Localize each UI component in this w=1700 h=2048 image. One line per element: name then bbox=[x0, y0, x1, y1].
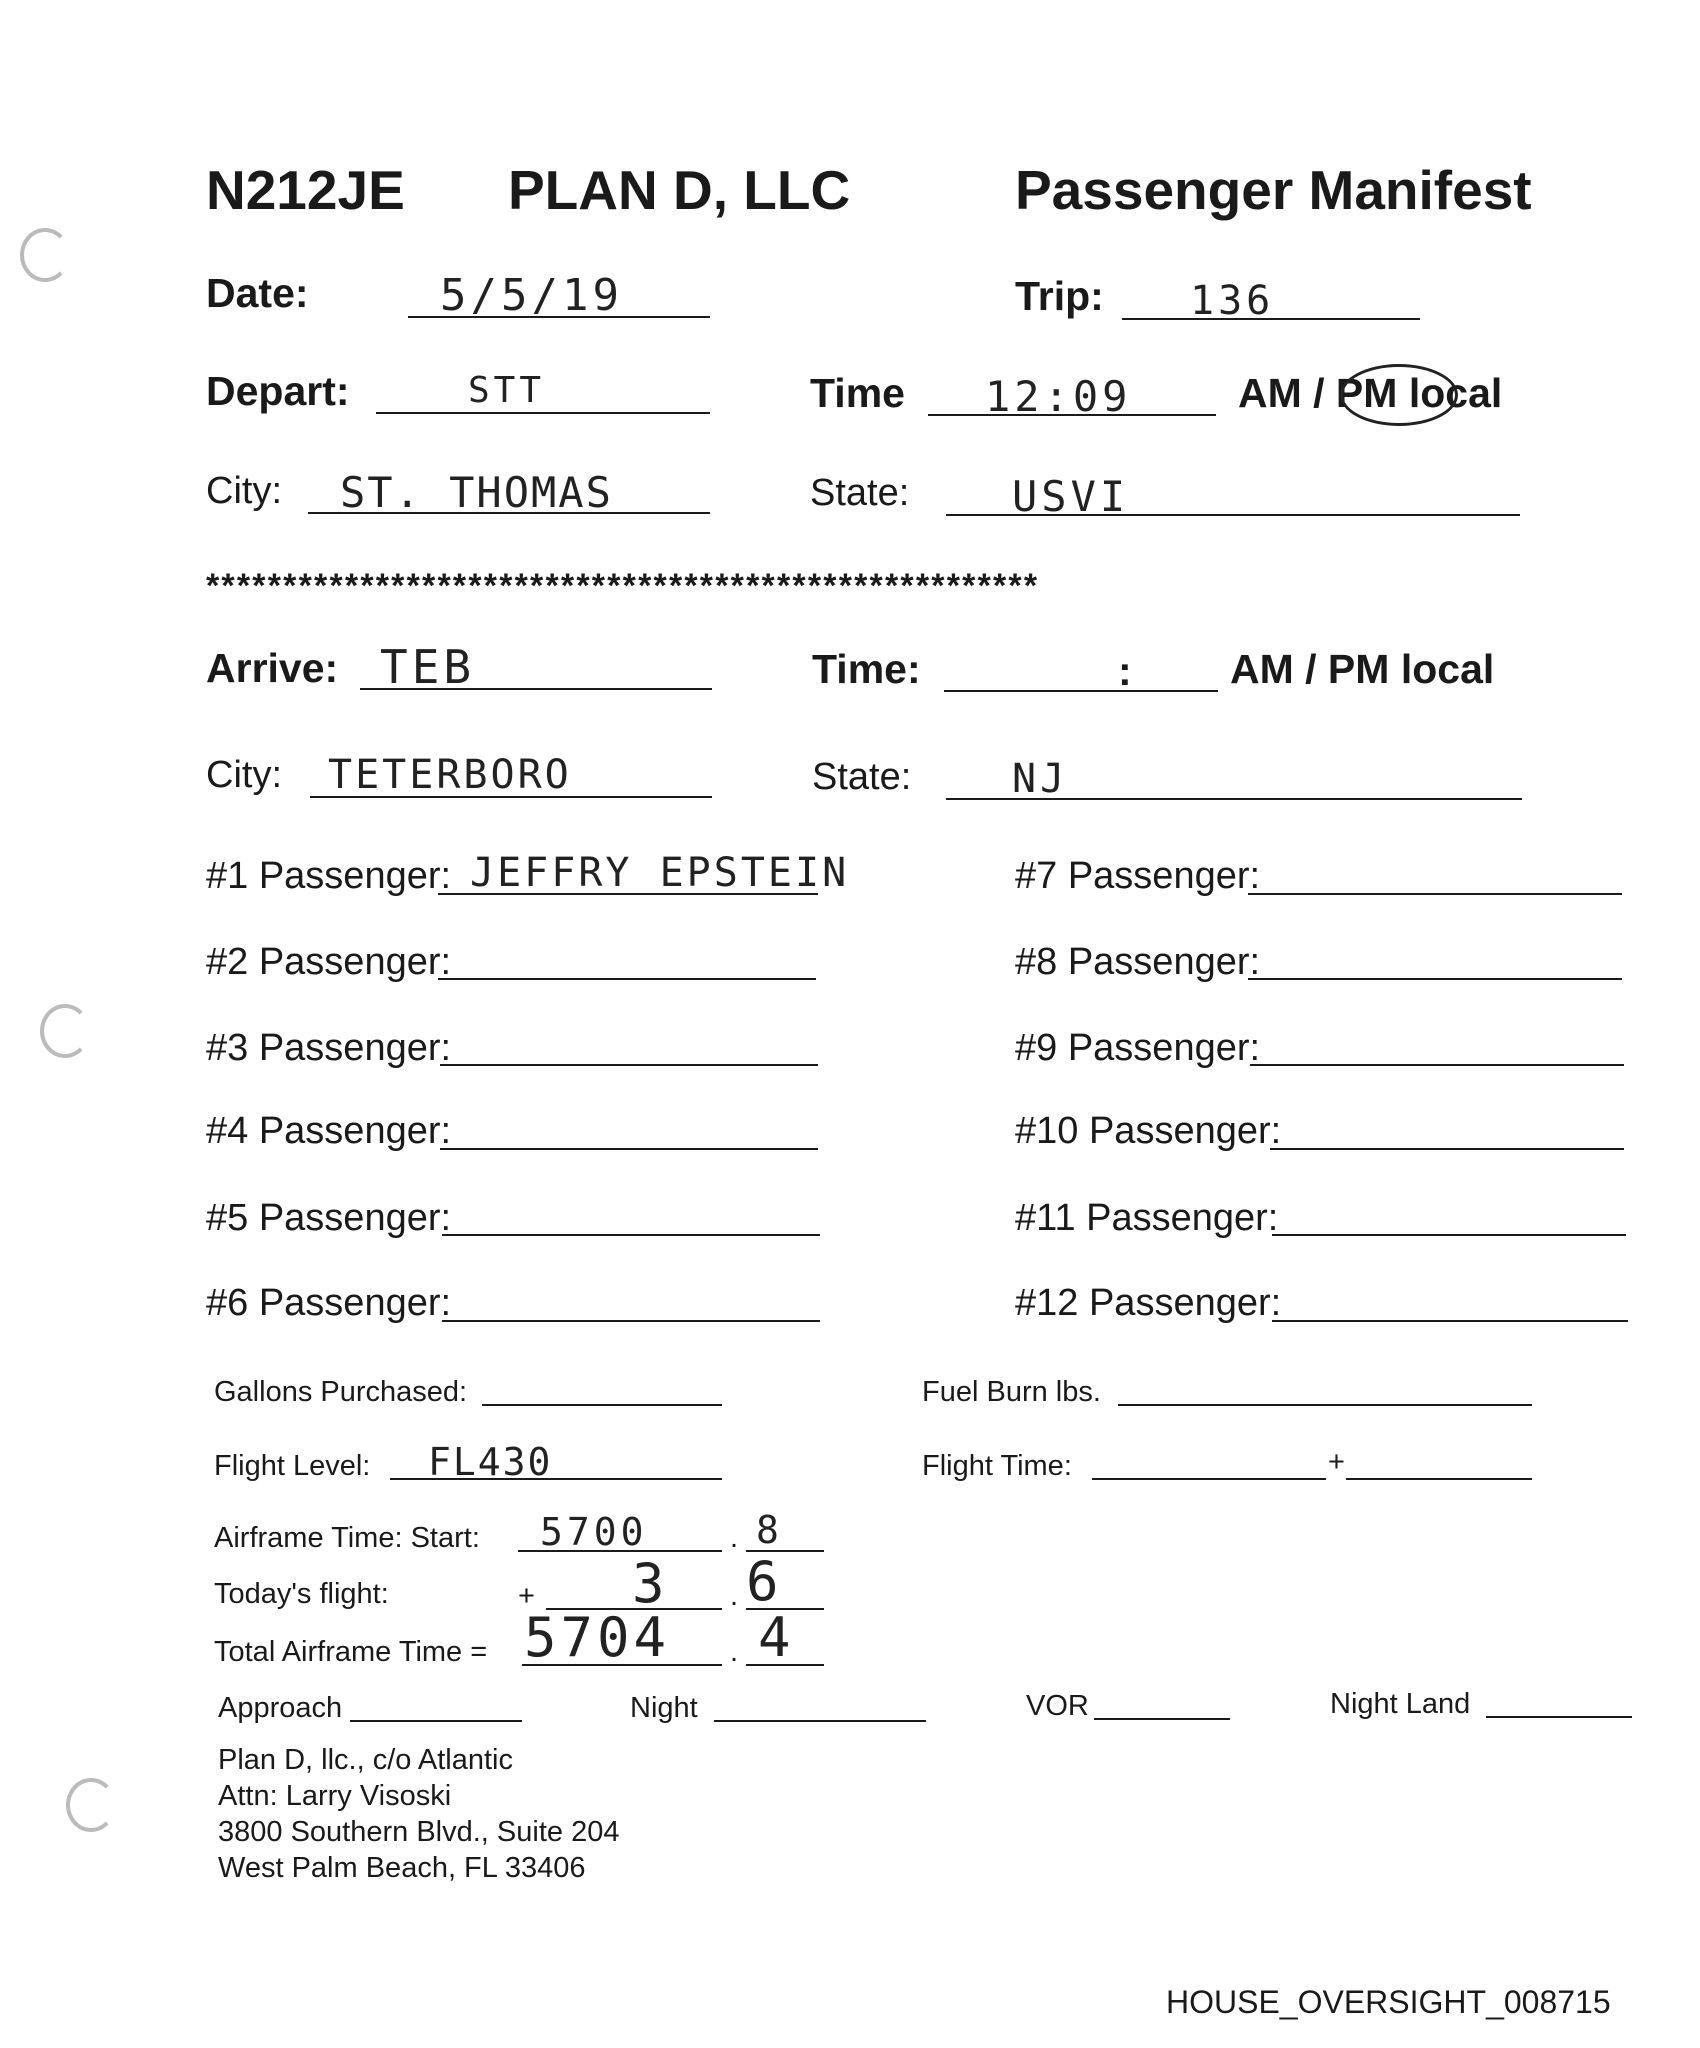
arrive-state-label: State: bbox=[812, 756, 912, 798]
todays-flight-plus: + bbox=[518, 1580, 535, 1612]
date-label: Date: bbox=[206, 270, 309, 316]
arrive-time-colon: : bbox=[1118, 648, 1132, 694]
address-line-2: Attn: Larry Visoski bbox=[218, 1780, 452, 1812]
passenger-5-label: #5 Passenger: bbox=[206, 1197, 452, 1239]
todays-flight-whole[interactable]: 3 bbox=[632, 1552, 669, 1615]
depart-state-label: State: bbox=[810, 472, 910, 514]
passenger-3-label: #3 Passenger: bbox=[206, 1027, 452, 1069]
binder-hole-bottom bbox=[66, 1778, 116, 1832]
trip-value[interactable]: 136 bbox=[1190, 278, 1275, 324]
vor-label: VOR bbox=[1026, 1690, 1089, 1722]
flight-time-plus: + bbox=[1328, 1446, 1345, 1478]
arrive-value[interactable]: TEB bbox=[380, 640, 476, 694]
approach-label: Approach bbox=[218, 1692, 343, 1724]
todays-flight-label: Today's flight: bbox=[214, 1578, 389, 1610]
total-airframe-whole[interactable]: 5704 bbox=[524, 1606, 671, 1669]
passenger-6-label: #6 Passenger: bbox=[206, 1282, 452, 1324]
section-separator: ****************************************************** bbox=[206, 567, 1040, 605]
passenger-2-label: #2 Passenger: bbox=[206, 941, 452, 983]
gallons-purchased-label: Gallons Purchased: bbox=[214, 1376, 468, 1408]
address-line-3: 3800 Southern Blvd., Suite 204 bbox=[218, 1816, 620, 1848]
airframe-start-whole[interactable]: 5700 bbox=[540, 1510, 648, 1554]
depart-label: Depart: bbox=[206, 368, 350, 414]
depart-time-label: Time bbox=[810, 370, 905, 416]
todays-flight-dot: . bbox=[730, 1580, 739, 1612]
todays-flight-tenth[interactable]: 6 bbox=[746, 1550, 783, 1613]
depart-city-label: City: bbox=[206, 470, 282, 512]
tail-number: N212JE bbox=[206, 159, 405, 221]
airframe-start-tenth[interactable]: 8 bbox=[756, 1508, 783, 1552]
total-airframe-dot: . bbox=[730, 1636, 739, 1668]
binder-hole-middle bbox=[40, 1004, 90, 1058]
total-airframe-tenth[interactable]: 4 bbox=[758, 1606, 795, 1669]
address-line-1: Plan D, llc., c/o Atlantic bbox=[218, 1744, 513, 1776]
passenger-1-label: #1 Passenger: bbox=[206, 855, 452, 897]
fuel-burn-label: Fuel Burn lbs. bbox=[922, 1376, 1101, 1408]
company-name: PLAN D, LLC bbox=[508, 159, 851, 221]
flight-level-value[interactable]: FL430 bbox=[428, 1440, 553, 1484]
depart-value[interactable]: STT bbox=[468, 370, 546, 411]
trip-label: Trip: bbox=[1015, 273, 1104, 319]
flight-time-label: Flight Time: bbox=[922, 1450, 1072, 1482]
passenger-8-label: #8 Passenger: bbox=[1015, 941, 1261, 983]
passenger-7-label: #7 Passenger: bbox=[1015, 855, 1261, 897]
passenger-10-label: #10 Passenger: bbox=[1015, 1110, 1282, 1152]
depart-city-value[interactable]: ST. THOMAS bbox=[340, 468, 613, 517]
total-airframe-label: Total Airframe Time = bbox=[214, 1636, 488, 1668]
arrive-ampm-label: AM / PM local bbox=[1230, 646, 1495, 692]
passenger-4-label: #4 Passenger: bbox=[206, 1110, 452, 1152]
date-value[interactable]: 5/5/19 bbox=[440, 270, 623, 321]
passenger-1-value[interactable]: JEFFRY EPSTEIN bbox=[470, 850, 850, 896]
flight-level-label: Flight Level: bbox=[214, 1450, 371, 1482]
depart-state-value[interactable]: USVI bbox=[1012, 472, 1130, 521]
passenger-9-label: #9 Passenger: bbox=[1015, 1027, 1261, 1069]
arrive-label: Arrive: bbox=[206, 645, 339, 691]
depart-time-value[interactable]: 12:09 bbox=[985, 372, 1132, 421]
page-title: Passenger Manifest bbox=[1015, 159, 1532, 221]
arrive-city-value[interactable]: TETERBORO bbox=[328, 752, 572, 798]
address-block bbox=[218, 1742, 619, 1886]
bates-number: HOUSE_OVERSIGHT_008715 bbox=[1166, 1984, 1611, 2020]
binder-hole-top bbox=[20, 228, 70, 282]
arrive-city-label: City: bbox=[206, 754, 282, 796]
passenger-11-label: #11 Passenger: bbox=[1015, 1197, 1279, 1239]
airframe-start-label: Airframe Time: Start: bbox=[214, 1522, 480, 1554]
pm-selected-circle bbox=[1340, 364, 1458, 426]
night-label: Night bbox=[630, 1692, 698, 1724]
airframe-start-dot: . bbox=[730, 1522, 739, 1554]
night-land-label: Night Land bbox=[1330, 1688, 1471, 1720]
passenger-12-label: #12 Passenger: bbox=[1015, 1282, 1282, 1324]
depart-ampm-label: AM / PM local bbox=[1238, 370, 1503, 416]
arrive-state-value[interactable]: NJ bbox=[1012, 756, 1069, 802]
address-line-4: West Palm Beach, FL 33406 bbox=[218, 1852, 586, 1884]
arrive-time-label: Time: bbox=[812, 646, 921, 692]
